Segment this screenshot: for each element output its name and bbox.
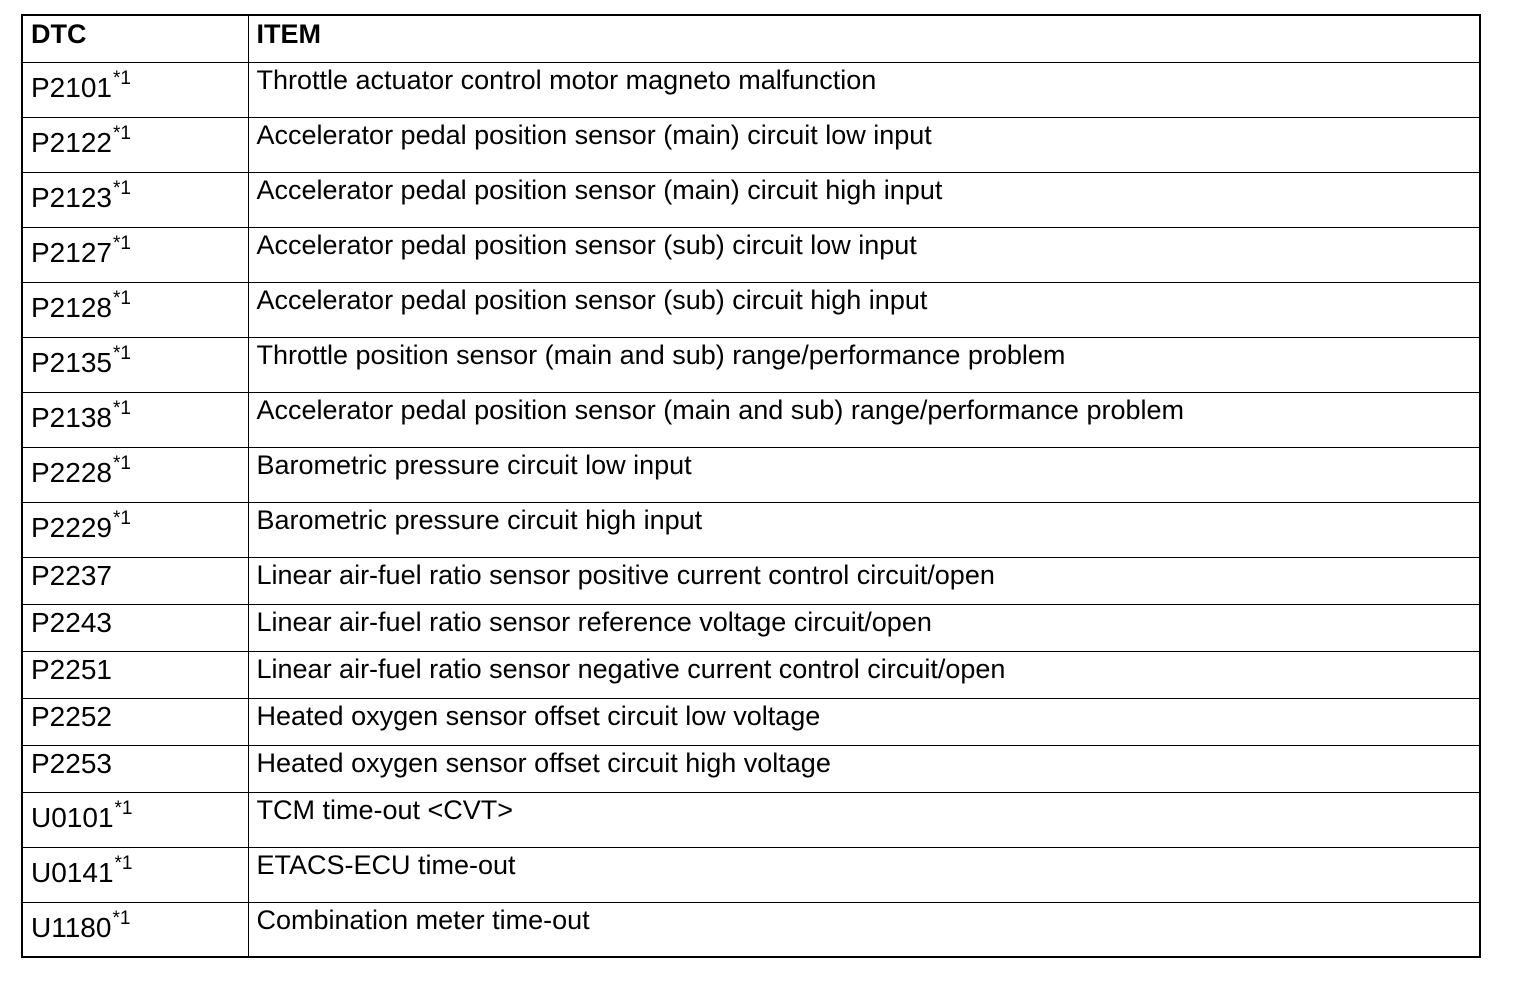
- dtc-cell: [22, 604, 248, 651]
- table-row: [22, 604, 1480, 651]
- table-row: [22, 502, 1480, 557]
- dtc-cell: [22, 847, 248, 902]
- table-row: [22, 557, 1480, 604]
- item-cell: ETACS-ECU time-out: [248, 847, 1480, 902]
- footnote-marker: *1: [112, 67, 131, 89]
- item-cell: Accelerator pedal position sensor (main) circuit low input: [248, 117, 1480, 172]
- item-cell: Linear air-fuel ratio sensor reference voltage circuit/open: [248, 604, 1480, 651]
- header-item: ITEM: [248, 15, 1480, 62]
- footnote-marker: *1: [114, 797, 133, 819]
- footnote-marker: *1: [112, 397, 131, 419]
- dtc-cell: [22, 227, 248, 282]
- dtc-cell: [22, 337, 248, 392]
- dtc-cell: [22, 902, 248, 957]
- item-cell: TCM time-out <CVT>: [248, 792, 1480, 847]
- dtc-cell: [22, 172, 248, 227]
- dtc-cell: [22, 282, 248, 337]
- dtc-cell: [22, 792, 248, 847]
- item-cell: Barometric pressure circuit low input: [248, 447, 1480, 502]
- header-dtc: DTC: [22, 15, 248, 62]
- table-row: [22, 392, 1480, 447]
- item-cell: Throttle position sensor (main and sub) range/performance problem: [248, 337, 1480, 392]
- table-row: [22, 172, 1480, 227]
- footnote-marker: *1: [112, 507, 131, 529]
- table-row: [22, 651, 1480, 698]
- dtc-code: P2138: [31, 401, 112, 433]
- footnote-marker: *1: [114, 852, 133, 874]
- footnote-marker: *1: [112, 452, 131, 474]
- table-body: [22, 62, 1480, 957]
- dtc-cell: [22, 117, 248, 172]
- dtc-cell: [22, 651, 248, 698]
- footnote-marker: *1: [112, 177, 131, 199]
- dtc-code: P2127: [31, 236, 112, 268]
- item-cell: Accelerator pedal position sensor (sub) circuit low input: [248, 227, 1480, 282]
- footnote-marker: *1: [112, 342, 131, 364]
- table-row: [22, 447, 1480, 502]
- item-cell: Heated oxygen sensor offset circuit high voltage: [248, 745, 1480, 792]
- table-row: [22, 745, 1480, 792]
- dtc-code: P2251: [31, 653, 112, 685]
- dtc-code: U0101: [31, 801, 114, 833]
- dtc-cell: [22, 447, 248, 502]
- footnote-marker: *1: [112, 287, 131, 309]
- item-cell: Combination meter time-out: [248, 902, 1480, 957]
- dtc-code: P2122: [31, 126, 112, 158]
- table-row: [22, 337, 1480, 392]
- dtc-code: U1180: [31, 911, 112, 943]
- table-row: [22, 62, 1480, 117]
- dtc-code: P2101: [31, 71, 112, 103]
- dtc-cell: [22, 62, 248, 117]
- table-row: [22, 902, 1480, 957]
- dtc-code: P2135: [31, 346, 112, 378]
- dtc-code: P2252: [31, 700, 112, 732]
- item-cell: Linear air-fuel ratio sensor negative current control circuit/open: [248, 651, 1480, 698]
- dtc-code: P2123: [31, 181, 112, 213]
- dtc-code: P2229: [31, 511, 112, 543]
- table-header: [22, 15, 1480, 62]
- dtc-cell: [22, 502, 248, 557]
- table-row: [22, 227, 1480, 282]
- table-row: [22, 698, 1480, 745]
- footnote-marker: *1: [112, 907, 131, 929]
- table-row: [22, 117, 1480, 172]
- footnote-marker: *1: [112, 122, 131, 144]
- dtc-table: [21, 14, 1481, 958]
- item-cell: Barometric pressure circuit high input: [248, 502, 1480, 557]
- dtc-cell: [22, 557, 248, 604]
- table-row: [22, 792, 1480, 847]
- dtc-cell: [22, 392, 248, 447]
- dtc-code: U0141: [31, 856, 114, 888]
- dtc-code: P2228: [31, 456, 112, 488]
- dtc-code: P2253: [31, 747, 112, 779]
- table-row: [22, 282, 1480, 337]
- item-cell: Heated oxygen sensor offset circuit low voltage: [248, 698, 1480, 745]
- dtc-cell: [22, 698, 248, 745]
- footnote-marker: *1: [112, 232, 131, 254]
- item-cell: Accelerator pedal position sensor (main) circuit high input: [248, 172, 1480, 227]
- item-cell: Accelerator pedal position sensor (sub) circuit high input: [248, 282, 1480, 337]
- item-cell: Accelerator pedal position sensor (main and sub) range/performance problem: [248, 392, 1480, 447]
- header-row: [22, 15, 1480, 62]
- dtc-cell: [22, 745, 248, 792]
- item-cell: Linear air-fuel ratio sensor positive current control circuit/open: [248, 557, 1480, 604]
- dtc-code: P2128: [31, 291, 112, 323]
- dtc-code: P2237: [31, 559, 112, 591]
- dtc-code: P2243: [31, 606, 112, 638]
- table-row: [22, 847, 1480, 902]
- item-cell: Throttle actuator control motor magneto malfunction: [248, 62, 1480, 117]
